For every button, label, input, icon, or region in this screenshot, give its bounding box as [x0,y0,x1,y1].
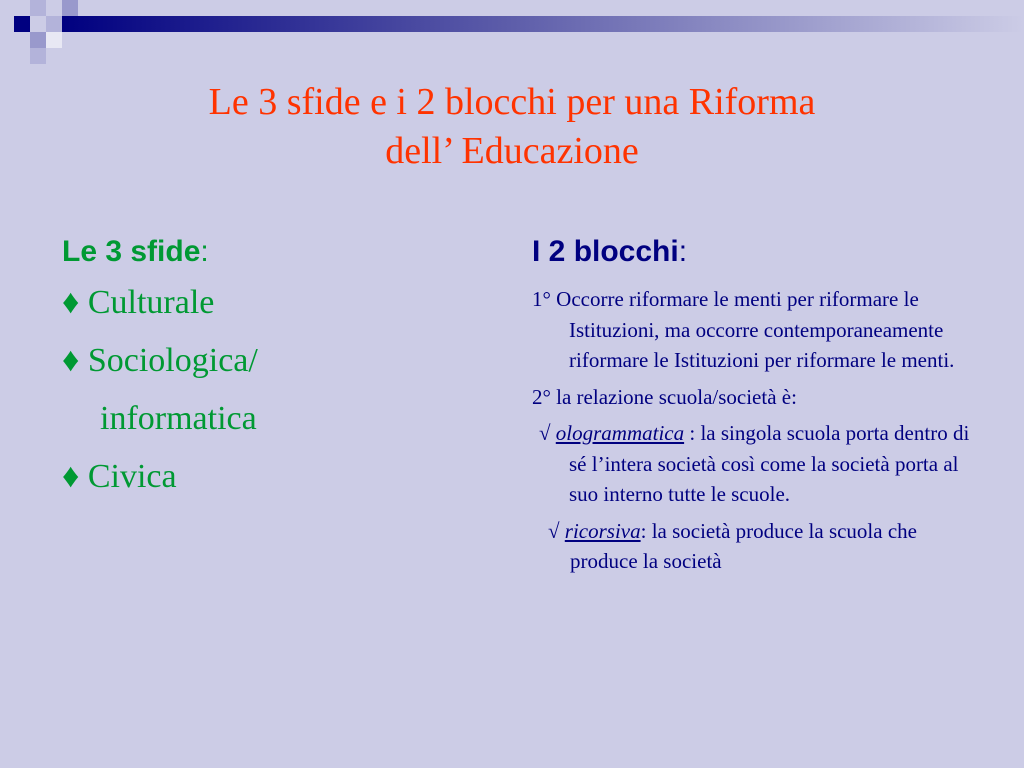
list-item [62,332,482,390]
sub-point-ologrammatica [532,418,982,510]
right-heading [532,230,982,274]
sub-point-ricorsiva [532,516,982,577]
decoration-square [62,0,78,16]
decoration-square [14,16,30,32]
sub-point-text: : la singola scuola porta dentro di sé l’intera società così come la società porta al suo interno tutte le scuole. [569,421,970,506]
list-item-label: Civica [87,458,177,495]
decoration-square [46,16,62,32]
term-ologrammatica: ologrammatica [555,421,685,445]
decoration-bar [62,16,1024,32]
decoration-square [30,0,46,16]
point-1: 1° Occorre riformare le menti per riformare le Istituzioni, ma occorre contemporaneamente riformare le Istituzioni per riformare le menti. [532,287,955,372]
right-column [532,230,982,583]
right-heading-label: I 2 blocchi [532,235,679,268]
diamond-bullet-icon: ♦ [62,284,80,321]
decoration-square [30,32,46,48]
list-item [62,448,482,506]
right-heading-colon: : [678,235,688,268]
list-item [62,274,482,332]
diamond-bullet-icon: ♦ [62,342,80,379]
slide-title-line: Le 3 sfide e i 2 blocchi per una Riforma [208,81,816,123]
list-item-continuation [62,390,482,448]
term-ricorsiva: ricorsiva [564,518,641,543]
left-column [62,230,482,506]
sub-point-text: : la società produce la scuola che produce la società [570,518,917,573]
decoration-square [46,32,62,48]
left-heading-colon: : [200,235,209,268]
list-item-label: informatica [100,400,257,437]
diamond-bullet-icon: ♦ [62,458,80,495]
list-item-label: Sociologica/ [87,342,258,379]
left-heading-label: Le 3 sfide [62,235,201,268]
check-icon: √ [539,421,551,445]
slide-title-line: dell’ Educazione [385,130,639,172]
slide-title [40,78,984,176]
check-icon: √ [548,518,560,543]
decoration-square [30,48,46,64]
list-item-label: Culturale [87,284,215,321]
left-heading [62,230,482,274]
point-2: 2° la relazione scuola/società è: [532,384,797,409]
title-decoration [0,0,1024,64]
